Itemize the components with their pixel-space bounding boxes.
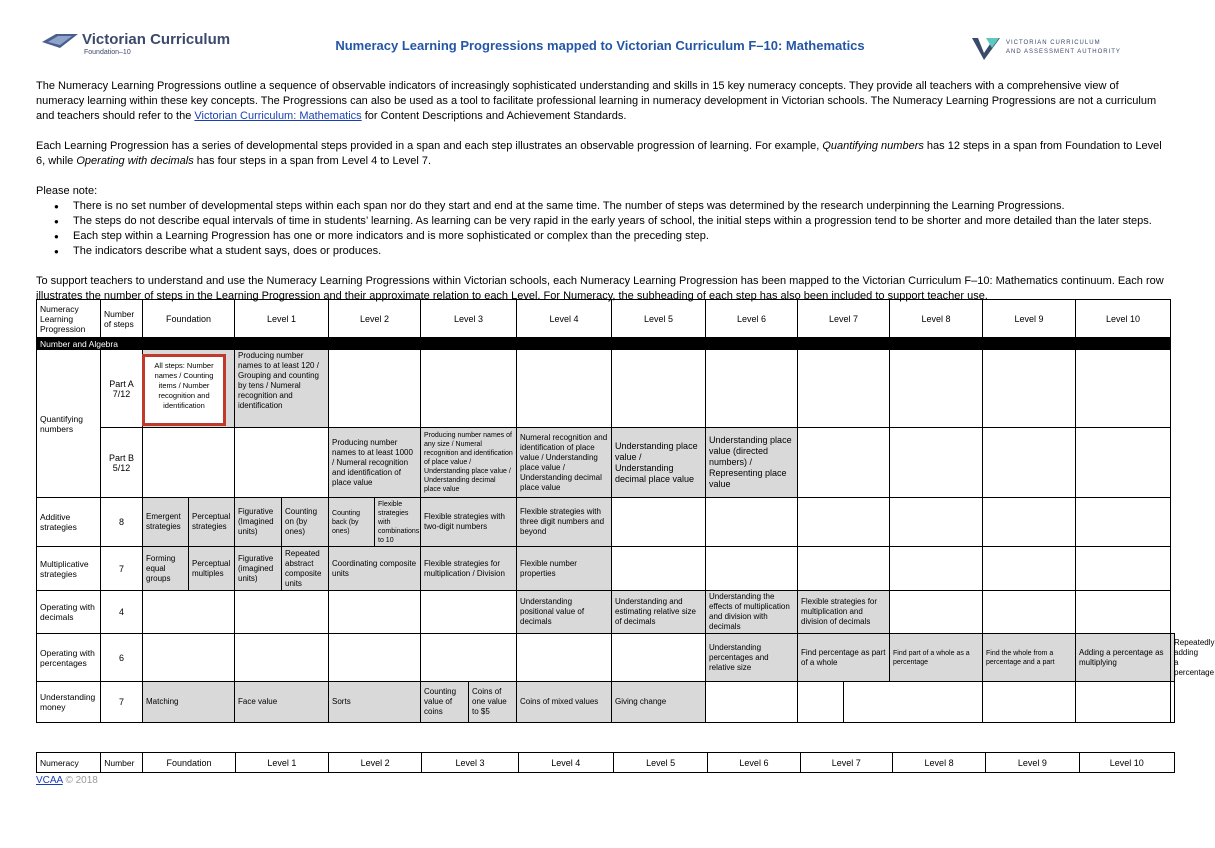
part-b-cell bbox=[101, 428, 143, 498]
step-cell: Coordinating composite units bbox=[329, 547, 421, 591]
intro-p2-c: has four steps in a span from Level 4 to Level 7. bbox=[193, 155, 431, 167]
footer-header-number: Number bbox=[101, 753, 143, 773]
steps-decimals: 4 bbox=[101, 591, 143, 634]
empty-cell bbox=[1076, 428, 1171, 498]
part-b-level-3: Producing number names of any size / Numeral recognition and identification of place value / Understanding place value / Understanding decimal place value bbox=[421, 428, 517, 498]
step-cell: Counting value of coins bbox=[421, 682, 469, 723]
footer-header-level-5: Level 5 bbox=[613, 753, 707, 773]
step-cell: Flexible strategies for multiplication and division of decimals bbox=[798, 591, 890, 634]
steps-multiplicative: 7 bbox=[101, 547, 143, 591]
header-foundation: Foundation bbox=[143, 300, 235, 338]
step-cell: Matching bbox=[143, 682, 235, 723]
empty-cell bbox=[1171, 682, 1175, 723]
header-level-8: Level 8 bbox=[890, 300, 983, 338]
part-a-level-1: Producing number names to at least 120 / Grouping and counting by tens / Numeral recognition and identification bbox=[235, 350, 329, 428]
step-cell: Understanding positional value of decimals bbox=[517, 591, 612, 634]
empty-cell bbox=[612, 350, 706, 428]
part-b-label: Part B bbox=[108, 452, 134, 463]
steps-percentages: 6 bbox=[101, 634, 143, 682]
table-row bbox=[37, 547, 1175, 591]
copyright-text: © 2018 bbox=[62, 775, 98, 786]
empty-cell bbox=[421, 634, 517, 682]
step-cell: Flexible strategies with two-digit numbers bbox=[421, 498, 517, 547]
empty-cell bbox=[421, 350, 517, 428]
empty-cell bbox=[329, 634, 421, 682]
vcaa-wordmark bbox=[1006, 39, 1121, 57]
band-number-algebra: Number and Algebra bbox=[37, 338, 1171, 350]
step-cell: Adding a percentage as multiplying bbox=[1076, 634, 1171, 682]
empty-cell bbox=[329, 350, 421, 428]
footer-header-level-1: Level 1 bbox=[235, 753, 328, 773]
part-b-level-5: Understanding place value / Understanding decimal place value bbox=[612, 428, 706, 498]
table-row bbox=[37, 591, 1175, 634]
empty-cell bbox=[1076, 591, 1171, 634]
empty-cell bbox=[890, 350, 983, 428]
footer-header-level-8: Level 8 bbox=[892, 753, 985, 773]
intro-p1-text: The Numeracy Learning Progressions outline a sequence of observable indicators of increasingly sophisticated understanding and skills in 15 key numeracy concepts. They provide all teachers with a comprehensive view of numeracy learning within these key concepts. The Progressions can also be used as a tool to facilitate professional learning in numeracy development in Victorian schools. The Numeracy Learning Progressions are not a curriculum and teachers should refer to the bbox=[36, 80, 1157, 122]
header-level-3: Level 3 bbox=[421, 300, 517, 338]
empty-cell bbox=[517, 350, 612, 428]
step-cell: Flexible strategies with combinations to 10 bbox=[375, 498, 421, 547]
empty-cell bbox=[983, 498, 1076, 547]
empty-cell bbox=[890, 591, 983, 634]
header-level-5: Level 5 bbox=[612, 300, 706, 338]
empty-cell bbox=[1076, 547, 1171, 591]
row-label-additive: Additive strategies bbox=[37, 498, 101, 547]
part-a-steps: 7/12 bbox=[112, 388, 131, 399]
footer-header-level-6: Level 6 bbox=[708, 753, 800, 773]
vcaa-line1: VICTORIAN CURRICULUM bbox=[1006, 40, 1101, 46]
vcaa-line2: AND ASSESSMENT AUTHORITY bbox=[1006, 49, 1121, 55]
footer-header-numeracy: Numeracy bbox=[37, 753, 101, 773]
step-cell: Sorts bbox=[329, 682, 421, 723]
curriculum-link[interactable]: Victorian Curriculum: Mathematics bbox=[194, 110, 362, 122]
step-cell: Repeated abstract composite units bbox=[282, 547, 329, 591]
empty-cell bbox=[706, 547, 798, 591]
step-cell: Flexible number properties bbox=[517, 547, 612, 591]
vcaa-logo bbox=[972, 36, 1132, 60]
step-cell: Coins of mixed values bbox=[517, 682, 612, 723]
header-level-9: Level 9 bbox=[983, 300, 1076, 338]
step-cell: Flexible strategies with three digit numbers and beyond bbox=[517, 498, 612, 547]
empty-cell bbox=[890, 547, 983, 591]
highlight-callout: All steps: Number names / Counting items / Number recognition and identification bbox=[142, 354, 226, 426]
part-a-label: Part A bbox=[109, 378, 134, 389]
empty-cell bbox=[143, 634, 235, 682]
intro-text bbox=[36, 79, 1166, 304]
step-cell: Figurative (Imagined units) bbox=[235, 498, 282, 547]
step-cell: Counting back (by ones) bbox=[329, 498, 375, 547]
row-label-quantifying: Quantifying numbers bbox=[37, 350, 101, 498]
step-cell: Understanding percentages and relative size bbox=[706, 634, 798, 682]
step-cell: Counting on (by ones) bbox=[282, 498, 329, 547]
empty-cell bbox=[798, 498, 890, 547]
header-level-7: Level 7 bbox=[798, 300, 890, 338]
intro-paragraph-2 bbox=[36, 139, 1166, 169]
empty-cell bbox=[235, 591, 329, 634]
empty-cell bbox=[706, 498, 798, 547]
intro-paragraph-1 bbox=[36, 79, 1166, 124]
intro-p2-b: has 12 steps in a span from Foundation to Level 6, while bbox=[36, 140, 1162, 167]
steps-additive: 8 bbox=[101, 498, 143, 547]
empty-cell bbox=[329, 591, 421, 634]
empty-cell bbox=[1076, 498, 1171, 547]
row-label-decimals: Operating with decimals bbox=[37, 591, 101, 634]
step-cell: Emergent strategies bbox=[143, 498, 189, 547]
header-progression: Numeracy Learning Progression bbox=[37, 300, 101, 338]
intro-p2-a: Each Learning Progression has a series of developmental steps provided in a span and each step illustrates an observable progression of learning. For example, bbox=[36, 140, 823, 152]
note-item: ● There is no set number of developmental steps within each span nor do they start and end at the same time. The number of steps was determined by the research underpinning the Learning Progressions. bbox=[36, 199, 1166, 214]
empty-cell bbox=[798, 547, 890, 591]
empty-cell bbox=[798, 682, 844, 723]
step-cell: Perceptual multiples bbox=[189, 547, 235, 591]
empty-cell bbox=[844, 682, 983, 723]
empty-cell bbox=[798, 350, 890, 428]
footer-header-foundation: Foundation bbox=[143, 753, 235, 773]
empty-cell bbox=[983, 428, 1076, 498]
step-cell: Perceptual strategies bbox=[189, 498, 235, 547]
footer-header-level-10: Level 10 bbox=[1079, 753, 1174, 773]
steps-money: 7 bbox=[101, 682, 143, 723]
step-cell: Coins of one value to $5 bbox=[469, 682, 517, 723]
footer-header-level-9: Level 9 bbox=[986, 753, 1079, 773]
header-level-1: Level 1 bbox=[235, 300, 329, 338]
part-b-steps: 5/12 bbox=[112, 462, 131, 473]
step-cell: Repeatedly adding a percentage bbox=[1171, 634, 1175, 682]
empty-cell bbox=[1076, 350, 1171, 428]
step-cell: Flexible strategies for multiplication / Division bbox=[421, 547, 517, 591]
footer-header-level-7: Level 7 bbox=[800, 753, 892, 773]
header-level-2: Level 2 bbox=[329, 300, 421, 338]
document-title: Numeracy Learning Progressions mapped to Victorian Curriculum F–10: Mathematics bbox=[335, 38, 865, 53]
note-heading: Please note: bbox=[36, 185, 98, 197]
footer-header-row bbox=[37, 753, 1175, 773]
table-header-row bbox=[37, 300, 1175, 338]
note-item: ● Each step within a Learning Progression has one or more indicators and is more sophisticated or complex than the preceding step. bbox=[36, 229, 1166, 244]
step-cell: Understanding the effects of multiplication and division with decimals bbox=[706, 591, 798, 634]
row-label-percentages: Operating with percentages bbox=[37, 634, 101, 682]
intro-p2-em1: Quantifying numbers bbox=[822, 140, 924, 152]
empty-cell bbox=[798, 428, 890, 498]
band-row bbox=[37, 338, 1175, 350]
empty-cell bbox=[235, 634, 329, 682]
table-row bbox=[37, 634, 1175, 682]
part-a-cell bbox=[101, 350, 143, 428]
step-cell: Figurative (imagined units) bbox=[235, 547, 282, 591]
table-row bbox=[37, 428, 1175, 498]
empty-cell bbox=[706, 350, 798, 428]
empty-cell bbox=[890, 498, 983, 547]
vcaa-link[interactable]: VCAA bbox=[36, 775, 63, 786]
header-level-6: Level 6 bbox=[706, 300, 798, 338]
empty-cell bbox=[612, 634, 706, 682]
empty-cell bbox=[421, 591, 517, 634]
intro-paragraph-3: To support teachers to understand and use the Numeracy Learning Progressions within Victorian schools, each Numeracy Learning Progression has been mapped to the Victorian Curriculum F–10: Mathematics continuum. Each row illustrates the number of steps in the Learning Progression and their approximate relation to each Level. For Numeracy, the subheading of each step has also been included to support teacher use. bbox=[36, 275, 1164, 302]
intro-p2-em2: Operating with decimals bbox=[76, 155, 194, 167]
note-item: ● The steps do not describe equal intervals of time in students’ learning. As learning can be very rapid in the early years of school, the initial steps within a progression tend to be shorter and more detailed than the later steps. bbox=[36, 214, 1166, 229]
table-row bbox=[37, 682, 1175, 723]
footer-header-level-4: Level 4 bbox=[518, 753, 613, 773]
step-cell: Understanding and estimating relative size of decimals bbox=[612, 591, 706, 634]
table-row bbox=[37, 498, 1175, 547]
step-cell: Find the whole from a percentage and a part bbox=[983, 634, 1076, 682]
empty-cell bbox=[612, 498, 706, 547]
empty-cell bbox=[983, 682, 1076, 723]
empty-cell bbox=[983, 350, 1076, 428]
vcaa-check-icon bbox=[972, 36, 1010, 60]
header-steps: Number of steps bbox=[101, 300, 143, 338]
empty-cell bbox=[143, 428, 235, 498]
footer-header-level-3: Level 3 bbox=[422, 753, 518, 773]
empty-cell bbox=[143, 591, 235, 634]
empty-cell bbox=[235, 428, 329, 498]
step-cell: Face value bbox=[235, 682, 329, 723]
note-item: ● The indicators describe what a student says, does or produces. bbox=[36, 244, 1166, 259]
empty-cell bbox=[983, 547, 1076, 591]
note-list bbox=[36, 199, 1166, 259]
part-b-level-6: Understanding place value (directed numbers) / Representing place value bbox=[706, 428, 798, 498]
header-level-4: Level 4 bbox=[517, 300, 612, 338]
intro-p1-end: for Content Descriptions and Achievement Standards. bbox=[361, 110, 627, 122]
empty-cell bbox=[983, 591, 1076, 634]
empty-cell bbox=[517, 634, 612, 682]
step-cell: Find percentage as part of a whole bbox=[798, 634, 890, 682]
row-label-multiplicative: Multiplicative strategies bbox=[37, 547, 101, 591]
step-cell: Forming equal groups bbox=[143, 547, 189, 591]
header-level-10: Level 10 bbox=[1076, 300, 1171, 338]
empty-cell bbox=[612, 547, 706, 591]
logo-title: Victorian Curriculum bbox=[82, 31, 231, 48]
part-b-level-2: Producing number names to at least 1000 / Numeral recognition and identification of place value bbox=[329, 428, 421, 498]
row-label-money: Understanding money bbox=[37, 682, 101, 723]
empty-cell bbox=[890, 428, 983, 498]
page-footer bbox=[36, 775, 98, 786]
footer-header-level-2: Level 2 bbox=[328, 753, 421, 773]
footer-header-table bbox=[36, 752, 1175, 773]
empty-cell bbox=[706, 682, 798, 723]
step-cell: Giving change bbox=[612, 682, 706, 723]
step-cell: Find part of a whole as a percentage bbox=[890, 634, 983, 682]
logo-subtitle: Foundation–10 bbox=[84, 49, 131, 56]
empty-cell bbox=[1076, 682, 1171, 723]
part-b-level-4: Numeral recognition and identification of place value / Understanding place value / Understanding decimal place value bbox=[517, 428, 612, 498]
